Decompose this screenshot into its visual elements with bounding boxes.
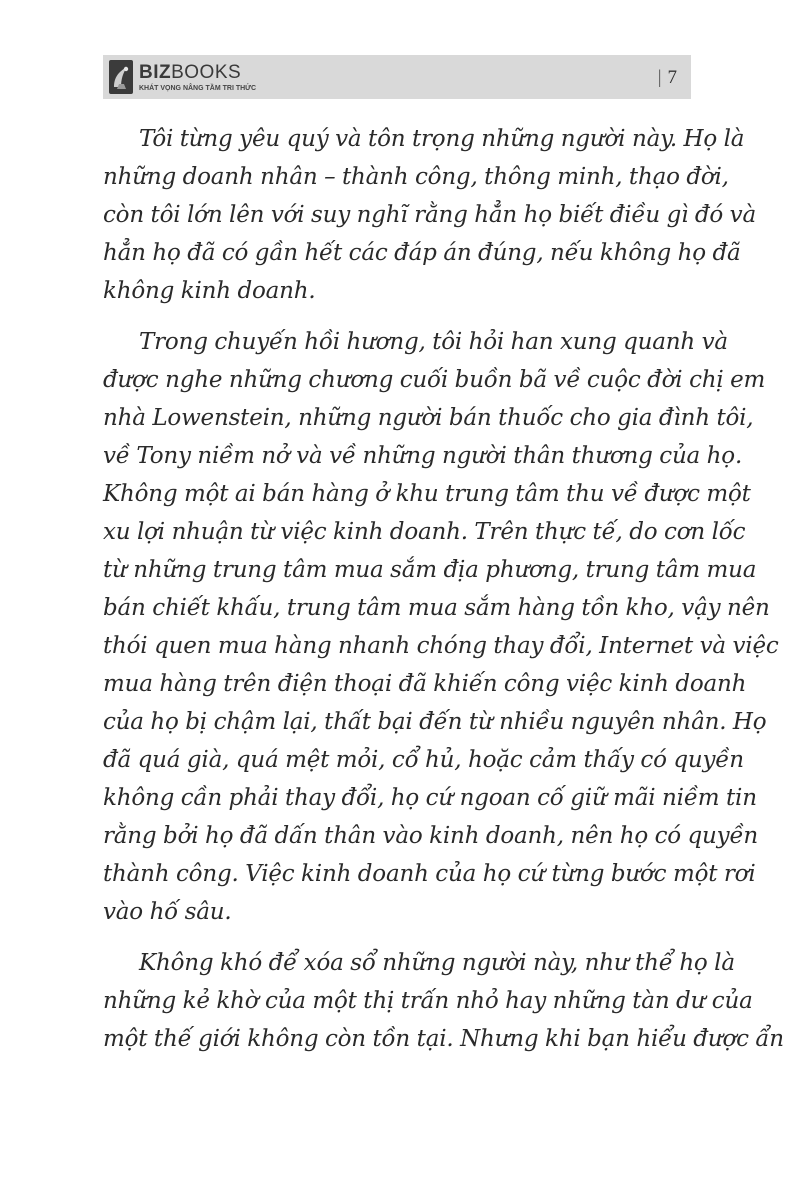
text-line: của họ bị chậm lại, thất bại đến từ nhiều nguyên nhân. Họ — [103, 709, 767, 735]
page-number: | 7 — [657, 67, 677, 88]
bizbooks-logo-icon — [109, 60, 133, 94]
text-line: thành công. Việc kinh doanh của họ cứ từng bước một rơi — [103, 861, 756, 887]
text-line: xu lợi nhuận từ việc kinh doanh. Trên thực tế, do cơn lốc — [103, 519, 746, 545]
text-line: Trong chuyến hồi hương, tôi hỏi han xung quanh và — [139, 329, 728, 355]
brand-tagline: KHÁT VỌNG NÂNG TẦM TRI THỨC — [139, 85, 257, 92]
text-line: không kinh doanh. — [103, 278, 316, 304]
text-line: được nghe những chương cuối buồn bã về cuộc đời chị em — [103, 367, 766, 393]
text-line: Không khó để xóa sổ những người này, như thể họ là — [139, 950, 735, 976]
text-line: hẳn họ đã có gần hết các đáp án đúng, nếu không họ đã — [103, 240, 741, 266]
text-line: bán chiết khấu, trung tâm mua sắm hàng tồn kho, vậy nên — [103, 595, 770, 621]
text-line: vào hố sâu. — [103, 899, 232, 925]
text-line: nhà Lowenstein, những người bán thuốc cho gia đình tôi, — [103, 405, 754, 431]
body-text — [103, 120, 784, 1071]
running-header — [103, 55, 691, 99]
text-line: Không một ai bán hàng ở khu trung tâm thu về được một — [103, 481, 751, 507]
text-line: rằng bởi họ đã dấn thân vào kinh doanh, nên họ có quyền — [103, 823, 759, 849]
text-line: còn tôi lớn lên với suy nghĩ rằng hẳn họ biết điều gì đó và — [103, 202, 756, 228]
paragraph-3 — [103, 944, 784, 1058]
brand-name: BIZBOOKS — [139, 62, 242, 83]
text-line: mua hàng trên điện thoại đã khiến công việc kinh doanh — [103, 671, 747, 697]
text-line: về Tony niềm nở và về những người thân thương của họ. — [103, 443, 743, 469]
paragraph-1 — [103, 120, 756, 310]
text-line: Tôi từng yêu quý và tôn trọng những người này. Họ là — [139, 126, 745, 152]
text-line: một thế giới không còn tồn tại. Nhưng khi bạn hiểu được ẩn — [103, 1026, 784, 1052]
paragraph-2 — [103, 323, 779, 931]
text-line: thói quen mua hàng nhanh chóng thay đổi, Internet và việc — [103, 633, 779, 659]
text-line: đã quá già, quá mệt mỏi, cổ hủ, hoặc cảm thấy có quyền — [103, 747, 744, 773]
text-line: những kẻ khờ của một thị trấn nhỏ hay những tàn dư của — [103, 988, 753, 1014]
text-line: từ những trung tâm mua sắm địa phương, trung tâm mua — [103, 557, 757, 583]
text-line: không cần phải thay đổi, họ cứ ngoan cố giữ mãi niềm tin — [103, 785, 757, 811]
text-line: những doanh nhân – thành công, thông minh, thạo đời, — [103, 164, 729, 190]
